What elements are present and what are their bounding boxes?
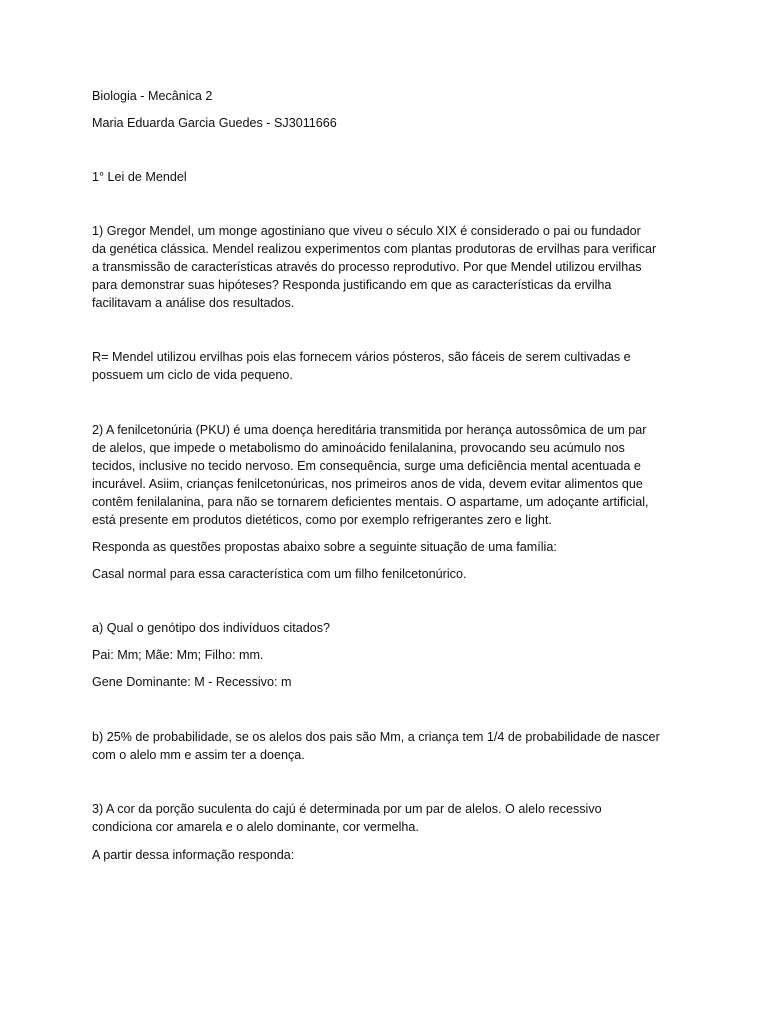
question-2-line: de alelos, que impede o metabolismo do aminoácido fenilalanina, provocando seu acúmulo nos	[92, 441, 625, 455]
question-2-line: tecidos, inclusive no tecido nervoso. Em consequência, surge uma deficiência mental acentuada e	[92, 459, 641, 473]
question-1-line: da genética clássica. Mendel realizou experimentos com plantas produtoras de ervilhas para verificar	[92, 242, 657, 256]
answer-1-line: R= Mendel utilizou ervilhas pois elas fornecem vários pósteros, são fáceis de serem cultivadas e	[92, 350, 631, 364]
question-3	[92, 800, 692, 836]
question-2-line: 2) A fenilcetonúria (PKU) é uma doença hereditária transmitida por herança autossômica de um par	[92, 423, 647, 437]
answer-2b-line: com o alelo mm e assim ter a doença.	[92, 748, 305, 762]
question-3-line: 3) A cor da porção suculenta do cajú é determinada por um par de alelos. O alelo recessivo	[92, 802, 602, 816]
question-2-line: incurável. Asiim, crianças fenilcetonúricas, nos primeiros anos de vida, devem evitar alimentos que	[92, 477, 643, 491]
question-1-line: a transmissão de características através do processo reprodutivo. Por que Mendel utilizou ervilhas	[92, 260, 642, 274]
question-2	[92, 421, 692, 529]
question-1-line: 1) Gregor Mendel, um monge agostiniano que viveu o século XIX é considerado o pai ou fundador	[92, 224, 641, 238]
answer-2b-line: b) 25% de probabilidade, se os alelos dos pais são Mm, a criança tem 1/4 de probabilidade de nascer	[92, 730, 660, 744]
course-header: Biologia - Mecânica 2	[92, 89, 213, 103]
answer-1	[92, 348, 692, 384]
answer-2a-genes: Gene Dominante: M - Recessivo: m	[92, 675, 292, 689]
answer-2a-genotypes: Pai: Mm; Mãe: Mm; Filho: mm.	[92, 648, 264, 662]
question-2-line: contêm fenilalanina, para não se tornarem deficientes mentais. O aspartame, um adoçante artificial,	[92, 495, 649, 509]
question-1-line: facilitavam a análise dos resultados.	[92, 296, 295, 310]
question-3-instruction: A partir dessa informação responda:	[92, 848, 295, 862]
question-2-instruction: Responda as questões propostas abaixo sobre a seguinte situação de uma família:	[92, 540, 557, 554]
document-title: 1° Lei de Mendel	[92, 170, 187, 184]
student-header: Maria Eduarda Garcia Guedes - SJ3011666	[92, 116, 337, 130]
answer-2b	[92, 728, 692, 764]
question-1-line: para demonstrar suas hipóteses? Responda justificando em que as características da ervilha	[92, 278, 612, 292]
question-2-line: está presente em produtos dietéticos, como por exemplo refrigerantes zero e light.	[92, 513, 552, 527]
question-3-line: condiciona cor amarela e o alelo dominante, cor vermelha.	[92, 820, 419, 834]
question-2-situation: Casal normal para essa característica com um filho fenilcetonúrico.	[92, 567, 467, 581]
question-1	[92, 222, 692, 312]
question-2a: a) Qual o genótipo dos indivíduos citados?	[92, 621, 331, 635]
answer-1-line: possuem um ciclo de vida pequeno.	[92, 368, 293, 382]
